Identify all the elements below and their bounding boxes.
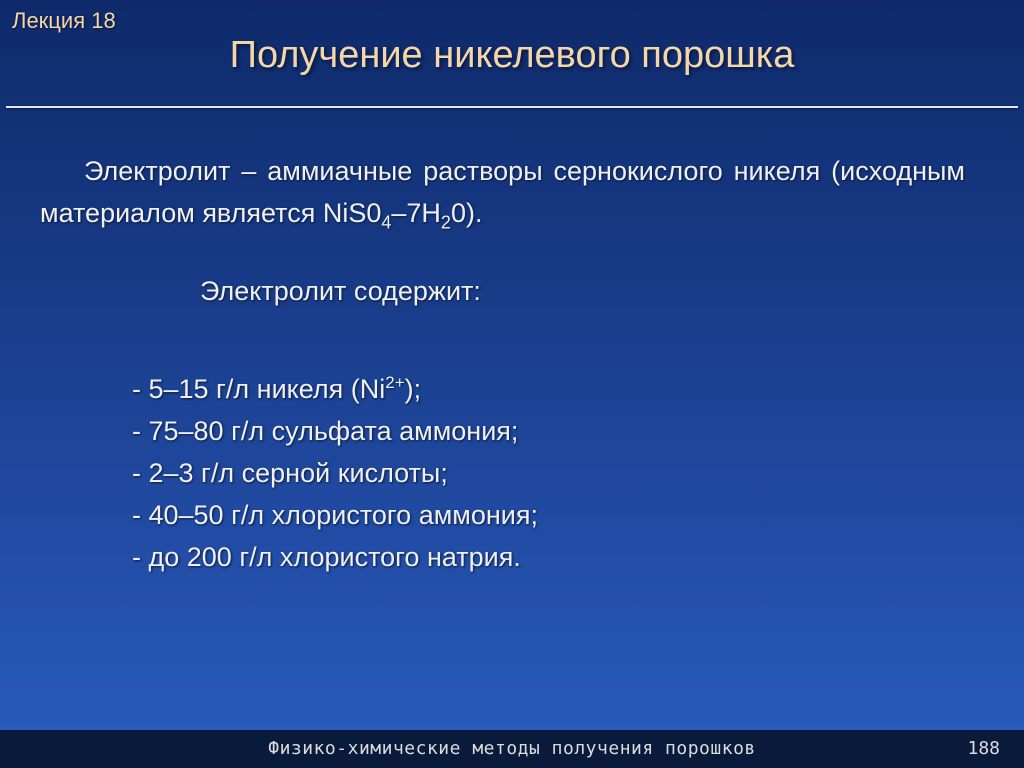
footer-course-title: Физико-химические методы получения порошков: [268, 738, 756, 759]
list-item: - 40–50 г/л хлористого аммония;: [132, 500, 538, 530]
composition-list: [132, 368, 538, 578]
para-text-1: Электролит – аммиачные растворы сернокислого никеля (исходным материалом является NiS0: [40, 156, 965, 228]
footer-bar: [0, 730, 1024, 768]
item-superscript: 2+: [385, 373, 405, 392]
para-subscript-1: 4: [381, 212, 392, 233]
lecture-label: Лекция 18: [12, 8, 116, 33]
page-number: 188: [967, 738, 1000, 759]
para-subscript-2: 2: [440, 212, 451, 233]
list-item: - до 200 г/л хлористого натрия.: [132, 542, 521, 572]
electrolyte-paragraph: [40, 150, 965, 234]
item-text-suffix: );: [404, 374, 422, 404]
list-item: - 2–3 г/л серной кислоты;: [132, 458, 448, 488]
para-text-3: 0).: [450, 198, 483, 228]
contains-heading: Электролит содержит:: [200, 276, 481, 306]
list-item: [132, 368, 538, 410]
slide-title: Получение никелевого порошка: [229, 34, 795, 76]
item-text: - 5–15 г/л никеля (Ni: [132, 374, 386, 404]
title-divider: [6, 106, 1018, 108]
para-text-2: –7H: [391, 198, 441, 228]
list-item: - 75–80 г/л сульфата аммония;: [132, 416, 519, 446]
